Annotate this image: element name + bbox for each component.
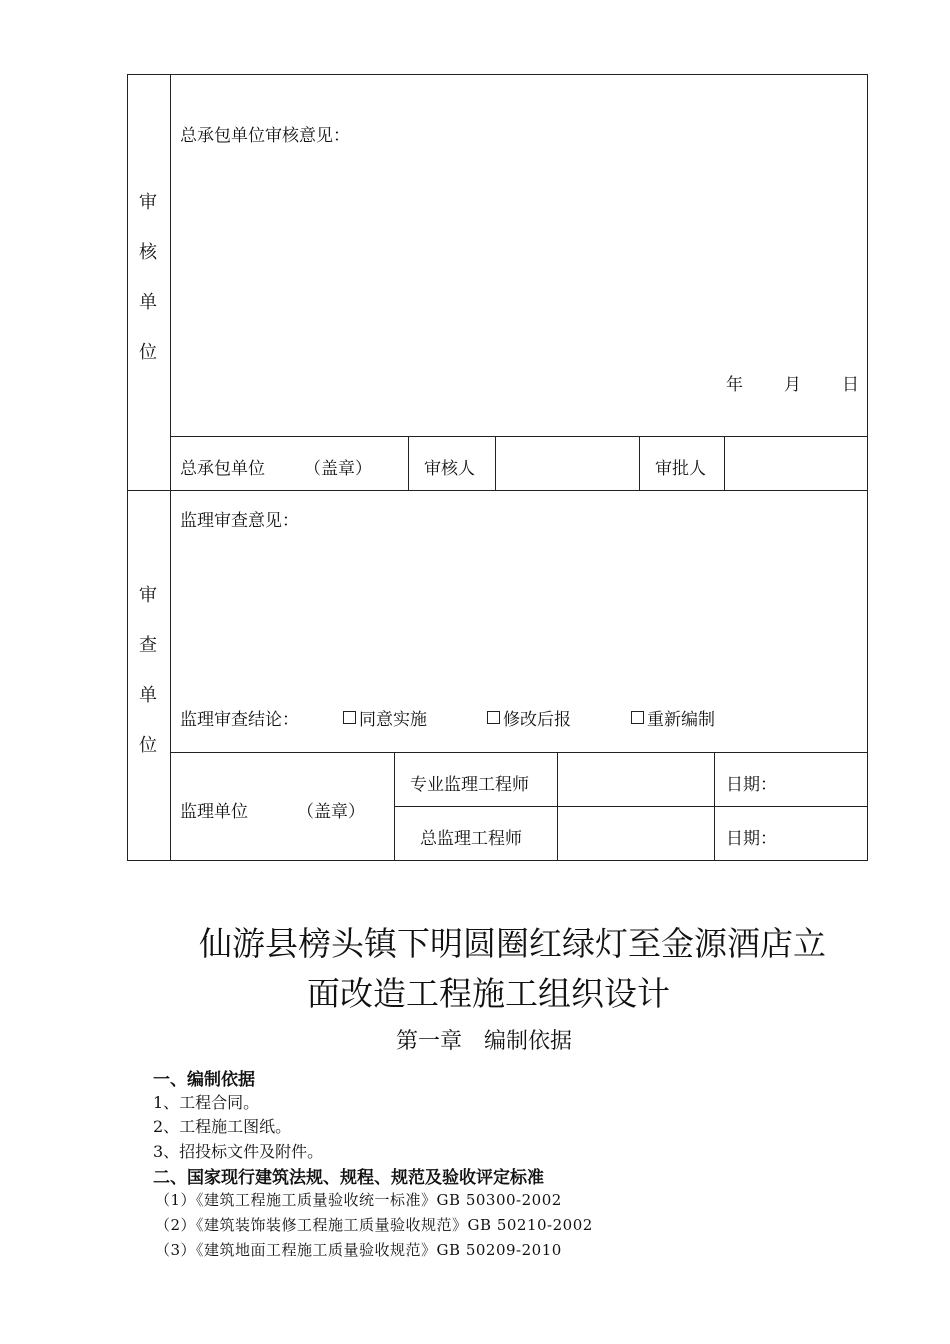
document-title-line2 [307, 968, 670, 1015]
table-rule [394, 806, 868, 807]
reviewer-field[interactable] [497, 438, 638, 489]
document-title-line1: 仙游县榜头镇下明圆圈红绿灯至金源酒店立 [199, 924, 826, 963]
table-rule [408, 436, 409, 490]
table-divider-side [170, 74, 171, 861]
review-seal-label: （盖章） [304, 459, 372, 479]
chief-engineer-label: 总监理工程师 [420, 829, 522, 849]
review-date-day: 日 [842, 375, 859, 395]
table-border-right [867, 74, 868, 861]
review-date-month: 月 [784, 375, 801, 395]
table-rule [170, 436, 868, 437]
checkbox-icon[interactable] [487, 711, 500, 724]
specialist-date-label: 日期： [726, 775, 777, 795]
table-rule [639, 436, 640, 490]
table-rule [127, 490, 868, 491]
review-opinion-label: 总承包单位审核意见： [180, 126, 350, 146]
reviewer-label: 审核人 [424, 459, 475, 479]
chief-date-label: 日期： [726, 829, 777, 849]
table-border-bottom [127, 860, 868, 861]
approver-field[interactable] [726, 438, 866, 489]
table-rule [170, 752, 868, 753]
table-border-left [127, 74, 128, 861]
inspect-side-label-char: 单 [139, 685, 157, 706]
inspect-conclusion-label: 监理审查结论： [180, 710, 299, 730]
chapter-heading: 第一章 编制依据 [396, 1029, 573, 1054]
standard-item: （2）《建筑装饰装修工程施工质量验收规范》GB 50210-2002 [155, 1216, 593, 1234]
inspect-side-label-char: 位 [139, 735, 157, 756]
checkbox-icon[interactable] [631, 711, 644, 724]
inspect-side-label-char: 审 [139, 585, 157, 606]
review-side-label-char: 单 [139, 292, 157, 313]
review-date-year: 年 [726, 375, 743, 395]
chief-engineer-field[interactable] [559, 808, 713, 859]
list-item: 3、招投标文件及附件。 [153, 1142, 324, 1161]
table-rule [394, 752, 395, 860]
review-side-label-char: 位 [139, 342, 157, 363]
table-border-top [127, 74, 868, 75]
review-opinion-area[interactable] [180, 110, 860, 365]
table-rule [724, 436, 725, 490]
section-heading: 二、国家现行建筑法规、规程、规范及验收评定标准 [153, 1168, 544, 1188]
standard-item: （1）《建筑工程施工质量验收统一标准》GB 50300-2002 [155, 1191, 562, 1209]
table-rule [495, 436, 496, 490]
inspect-opinion-label: 监理审查意见： [180, 511, 299, 531]
approver-label: 审批人 [655, 459, 706, 479]
title-part-serif: 面改造 [307, 974, 406, 1013]
specialist-engineer-field[interactable] [559, 754, 713, 805]
inspect-seal-label: （盖章） [297, 802, 365, 822]
option-approve[interactable]: 同意实施 [343, 705, 427, 730]
standard-item: （3）《建筑地面工程施工质量验收规范》GB 50209-2010 [155, 1241, 562, 1259]
review-side-label-char: 审 [139, 192, 157, 213]
list-item: 2、工程施工图纸。 [153, 1117, 292, 1136]
option-revise-resubmit[interactable]: 修改后报 [487, 705, 571, 730]
inspect-unit-label: 监理单位 [180, 802, 248, 822]
section-heading: 一、编制依据 [153, 1070, 255, 1090]
inspect-side-label-char: 查 [139, 635, 157, 656]
option-recompile[interactable]: 重新编制 [631, 705, 715, 730]
inspect-opinion-area[interactable] [180, 530, 860, 695]
title-part-sans: 工程施工组织设计 [406, 974, 670, 1013]
specialist-engineer-label: 专业监理工程师 [410, 775, 529, 795]
review-unit-label: 总承包单位 [180, 459, 265, 479]
review-side-label-char: 核 [139, 242, 157, 263]
checkbox-icon[interactable] [343, 711, 356, 724]
list-item: 1、工程合同。 [153, 1093, 260, 1112]
table-rule [714, 752, 715, 860]
table-rule [557, 752, 558, 860]
